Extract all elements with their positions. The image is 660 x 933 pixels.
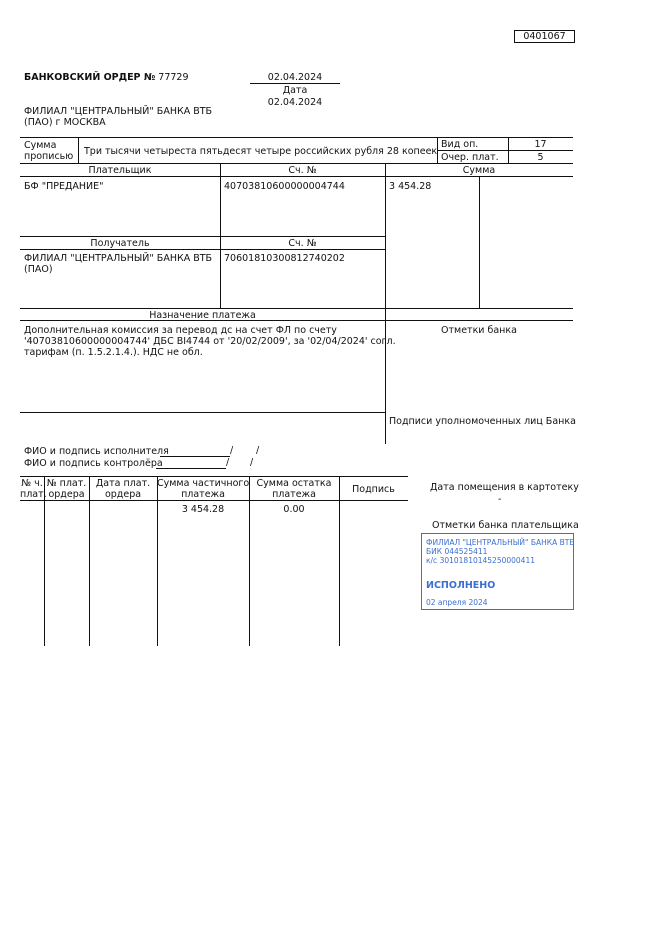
bank-name-line2: (ПАО) г МОСКВА [24, 117, 106, 128]
grid-line [20, 249, 385, 250]
date-label: Дата [282, 85, 308, 96]
order-title-prefix: БАНКОВСКИЙ ОРДЕР № [24, 72, 156, 83]
grid-line [89, 476, 90, 646]
stamp-line3: к/с 30101810145250000411 [426, 556, 535, 565]
grid-line [20, 137, 573, 138]
slash-mark: / [230, 445, 234, 456]
recipient-name-line1: ФИЛИАЛ "ЦЕНТРАЛЬНЫЙ" БАНКА ВТБ [24, 253, 213, 264]
purpose-line2: '40703810600000004744' ДБС BI4744 от '20/02/2009', за '02/04/2024' согл. [24, 336, 396, 347]
form-code: 0401067 [514, 30, 575, 43]
payer-amount: 3 454.28 [389, 181, 432, 192]
grid-line [437, 150, 573, 151]
payer-name: БФ "ПРЕДАНИЕ" [24, 181, 104, 192]
payer-account: 40703810600000004744 [224, 181, 345, 192]
order-date: 02.04.2024 [267, 72, 323, 83]
col-header: Сумма остатка платежа [256, 478, 332, 500]
amount-header: Сумма [462, 165, 496, 176]
op-type-label: Вид оп. [441, 139, 479, 150]
executor-label: ФИО и подпись исполнителя [24, 446, 169, 457]
purpose-line1: Дополнительная комиссия за перевод дс на счет ФЛ по счету [24, 325, 337, 336]
payer-header: Плательщик [88, 165, 152, 176]
grid-line [20, 308, 573, 309]
account-header: Сч. № [288, 165, 317, 176]
slash-mark: / [226, 457, 230, 468]
order-date-2: 02.04.2024 [267, 97, 323, 108]
controller-label: ФИО и подпись контролёра [24, 458, 163, 469]
order-number: 77729 [158, 72, 189, 83]
executor-line [160, 456, 230, 457]
slash-mark: / [250, 457, 254, 468]
purpose-line3: тарифам (п. 1.5.2.1.4.). НДС не обл. [24, 347, 203, 358]
recipient-name-line2: (ПАО) [24, 264, 53, 275]
purpose-header: Назначение платежа [149, 310, 256, 321]
op-type-value: 17 [534, 139, 547, 150]
bank-marks-header: Отметки банка [441, 325, 517, 336]
grid-line [479, 176, 480, 308]
remainder-amount: 0.00 [283, 504, 305, 515]
grid-line [44, 476, 45, 646]
amount-words-label-1: Сумма [24, 140, 57, 151]
bank-name-line1: ФИЛИАЛ "ЦЕНТРАЛЬНЫЙ" БАНКА ВТБ [24, 106, 213, 117]
slash-mark: / [256, 445, 260, 456]
date-underline [250, 83, 340, 84]
grid-line [220, 163, 221, 308]
grid-line [20, 236, 385, 237]
controller-line [156, 468, 226, 469]
grid-line [78, 137, 79, 163]
account2-header: Сч. № [288, 238, 317, 249]
grid-line [20, 176, 573, 177]
signatures-label: Подписи уполномоченных лиц Банка [389, 416, 576, 427]
amount-words-label-2: прописью [24, 151, 74, 162]
bank-stamp [421, 533, 574, 610]
grid-line [20, 476, 408, 477]
stamp-line2: БИК 044525411 [426, 547, 488, 556]
grid-line [157, 476, 158, 646]
grid-line [20, 412, 385, 413]
stamp-line1: ФИЛИАЛ "ЦЕНТРАЛЬНЫЙ" БАНКА ВТБ [426, 538, 575, 547]
priority-value: 5 [537, 152, 544, 163]
card-file-value: - [498, 494, 502, 505]
col-header: Дата плат. ордера [95, 478, 151, 500]
amount-words-text: Три тысячи четыреста пятьдесят четыре российских рубля 28 копеек [84, 146, 438, 157]
recipient-account: 70601810300812740202 [224, 253, 345, 264]
grid-line [20, 500, 408, 501]
partial-amount: 3 454.28 [181, 504, 225, 515]
card-file-label: Дата помещения в картотеку [430, 482, 579, 493]
grid-line [385, 163, 386, 444]
col-header: Сумма частичного платежа [157, 478, 250, 500]
col-header: Подпись [352, 484, 395, 495]
stamp-status: ИСПОЛНЕНО [426, 580, 496, 591]
order-title [24, 72, 189, 83]
recipient-header: Получатель [90, 238, 150, 249]
grid-line [339, 476, 340, 646]
payer-bank-marks-label: Отметки банка плательщика [432, 520, 579, 531]
col-header: № ч. плат. [20, 478, 47, 500]
priority-label: Очер. плат. [441, 152, 499, 163]
grid-line [249, 476, 250, 646]
grid-line [20, 163, 573, 164]
col-header: № плат. ордера [46, 478, 87, 500]
stamp-date: 02 апреля 2024 [426, 598, 488, 607]
